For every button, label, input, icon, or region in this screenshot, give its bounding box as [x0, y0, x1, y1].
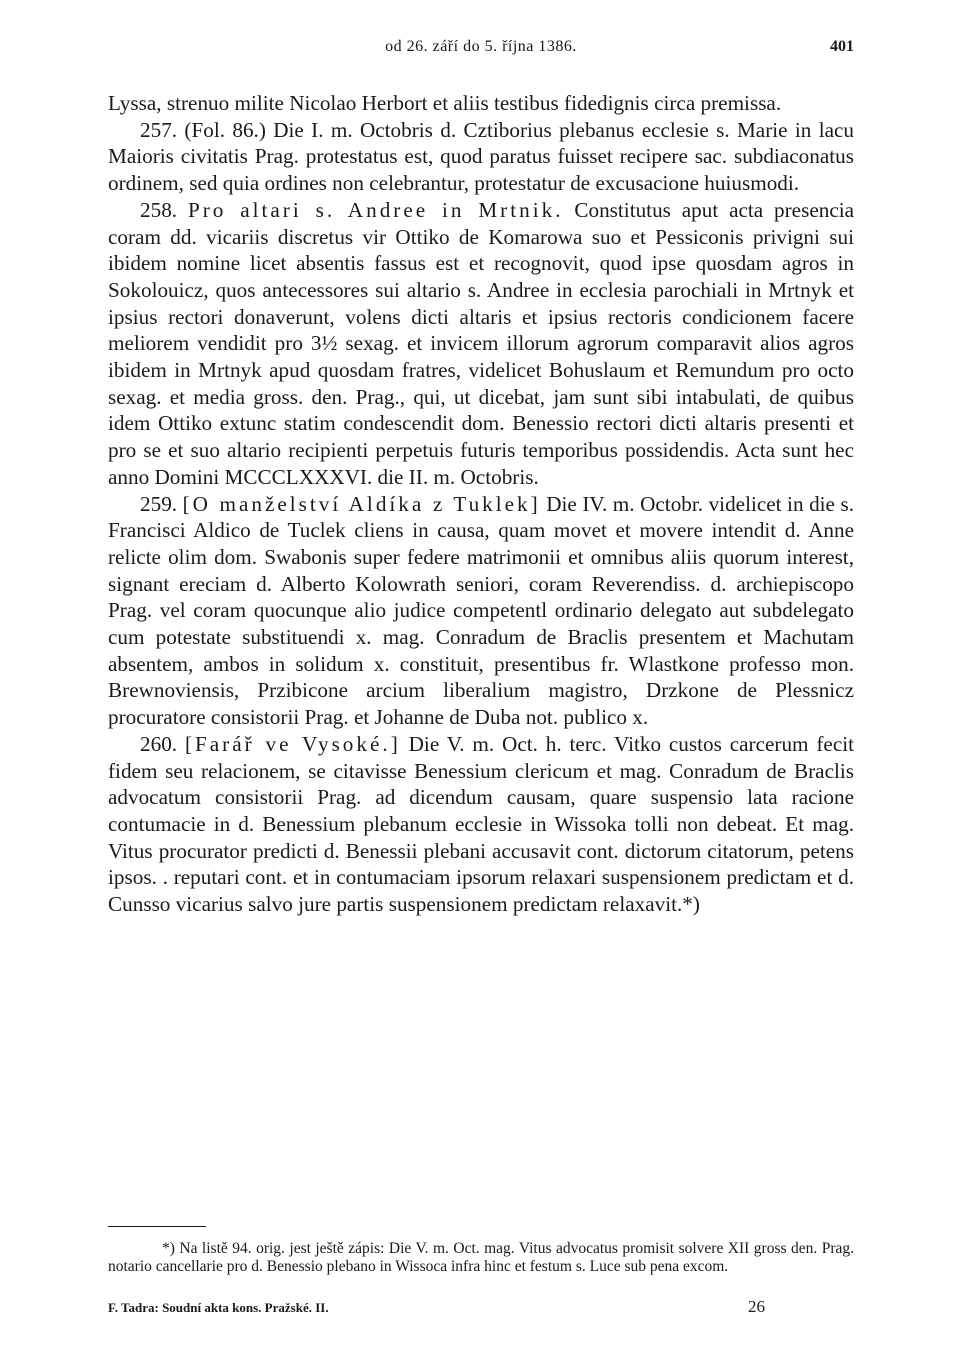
body-text [108, 90, 854, 918]
paragraph-text: Die V. m. Oct. h. terc. Vitko custos carcerum fecit fidem seu relacionem, se citavisse Benessium clericum et mag. Conradum de Braclis advocatum consistorii Prag. ad dicendum causam, quare suspensio lata racione contumacie in d. Benessium plebanum ecclesie in Wissoka tolli non debeat. Et mag. Vitus procurator predicti d. Benessii plebani accusavit cont. dictorum citatorum, petens ipsos. . reputari cont. et in contumaciam ipsorum relaxari suspensionem predictam et d. Cunsso vicarius salvo jure partis suspensionem predictam relaxavit.*) [108, 731, 855, 917]
paragraph-text: Lyssa, strenuo milite Nicolao Herbort et aliis testibus fidedignis circa premissa. [108, 91, 782, 115]
footer-signature: 26 [748, 1297, 765, 1316]
entry-heading: Pro altari s. Andree in Mrtnik. [187, 197, 564, 222]
footer-source: F. Tadra: Soudní akta kons. Pražské. II. [108, 1300, 329, 1315]
entry-258 [108, 197, 854, 491]
paragraph-text: 257. (Fol. 86.) Die I. m. Octobris d. Cztiborius plebanus ecclesie s. Marie in lacu Maioris civitatis Prag. protestatus est, quod paratus fuisset recipere sac. subdiaconatus ordinem, sed quia ordines non celebrantur, protestatur de excusacione huiusmodi. [108, 117, 854, 196]
paragraph-text: Die IV. m. Octobr. videlicet in die s. Francisci Aldico de Tuclek cliens in causa, quam movet et movere intendit d. Anne relicte olim dom. Swabonis super federe matrimonii et omnibus aliis quorum interest, signant ereciam d. Alberto Kolowrath seniori, coram Reverendiss. d. archiepiscopo Prag. vel coram quocunque alio judice competentl ordinario delegato aut subdelegato cum potestate substituendi x. mag. Conradum de Braclis presentem et Machutam absentem, ambos in solidum x. constituit, presentibus fr. Wlastkone professo mon. Brewnoviensis, Przibicone arcium liberalium magistro, Drzkone de Plessnicz procuratore consistorii Prag. et Johanne de Duba not. publico x. [108, 491, 855, 730]
paragraph-text: Constitutus aput acta presencia coram dd. vicariis discretus vir Ottiko de Komarowa suo et Pessiconis privigni sui ibidem nomine licet absentis fassus est et recognovit, quod ipse quosdam agros in Sokolouicz, quos antecessores sui altario s. Andree in ecclesia parochiali in Mrtnyk et ipsius rectori donaverunt, volens dicti altaris et ipsius rectoris condicionem facere meliorem vendidit pro 3½ sexag. et invicem illorum agrorum comparavit alios agros ibidem in Mrtnyk apud quosdam fratres, videlicet Bohuslaum et Remundum pro octo sexag. et media gross. den. Prag., qui, ut dicebat, jam sunt sibi intabulati, de quibus idem Ottiko extunc statim condescendit dom. Benessio rectori dicti altaris presenti et pro se et suo altario recipienti perpetuis futuris temporibus possidendis. Acta sunt hec anno Domini MCCCLXXXVI. die II. m. Octobris. [108, 197, 855, 489]
page-footer [108, 1297, 854, 1320]
footnote-divider [108, 1226, 206, 1227]
entry-259 [108, 491, 854, 731]
entry-number: 258. [140, 197, 178, 222]
entry-260 [108, 731, 854, 918]
running-title: od 26. září do 5. října 1386. [385, 38, 577, 55]
paragraph-continuation [108, 90, 854, 117]
entry-number: 259. [140, 491, 178, 516]
entry-number: 260. [140, 731, 178, 756]
page-header [108, 38, 854, 62]
entry-257 [108, 117, 854, 197]
entry-heading: [Farář ve Vysoké.] [184, 731, 401, 756]
entry-heading: [O manželství Aldíka z Tuklek] [182, 491, 541, 516]
page-number: 401 [830, 38, 854, 55]
footnote [108, 1240, 854, 1275]
footnote-text: *) Na listě 94. orig. jest ještě zápis: Die V. m. Oct. mag. Vitus advocatus promisit solvere XII gross den. Prag. notario cancellarie pro d. Benessio plebano in Wissoca infra hinc et festum s. Luce sub pena excom. [108, 1240, 854, 1275]
